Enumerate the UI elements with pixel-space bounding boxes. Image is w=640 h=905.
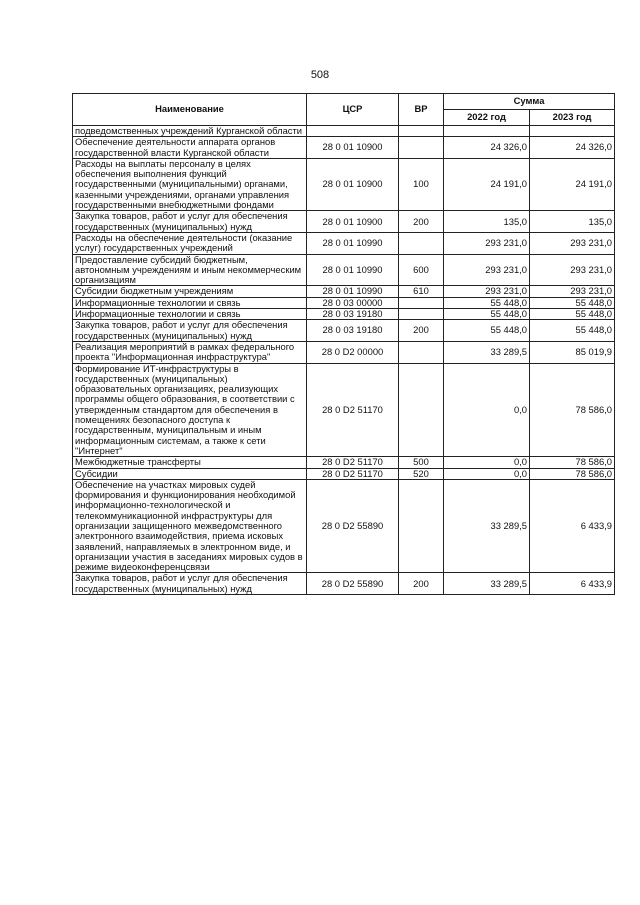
- row-vr: 500: [399, 457, 444, 468]
- table-row: [73, 232, 615, 254]
- row-csr: 28 0 D2 00000: [307, 341, 399, 363]
- row-amount-2023: 55 448,0: [530, 320, 615, 342]
- row-name: подведомственных учреждений Курганской области: [73, 126, 307, 137]
- row-name: Реализация мероприятий в рамках федерального проекта "Информационная инфраструктура": [73, 341, 307, 363]
- row-vr: [399, 126, 444, 137]
- row-vr: 200: [399, 320, 444, 342]
- row-name: Субсидии бюджетным учреждениям: [73, 286, 307, 297]
- row-amount-2022: 33 289,5: [444, 479, 530, 573]
- row-amount-2023: 135,0: [530, 211, 615, 233]
- row-csr: 28 0 01 10990: [307, 254, 399, 286]
- table-row: [73, 126, 615, 137]
- row-vr: 520: [399, 468, 444, 479]
- row-name: Предоставление субсидий бюджетным, автономным учреждениям и иным некоммерческим организациям: [73, 254, 307, 286]
- table-row: [73, 363, 615, 457]
- row-amount-2023: 78 586,0: [530, 363, 615, 457]
- row-amount-2022: 293 231,0: [444, 286, 530, 297]
- row-vr: [399, 341, 444, 363]
- row-name: Расходы на выплаты персоналу в целях обеспечения выполнения функций государственными (муниципальными) органами, казенными учреждениями, органами управления государственными внебюджетными фондами: [73, 158, 307, 210]
- row-vr: 100: [399, 158, 444, 210]
- table-row: [73, 158, 615, 210]
- row-amount-2023: 293 231,0: [530, 232, 615, 254]
- row-vr: [399, 232, 444, 254]
- table-row: [73, 479, 615, 573]
- table-row: [73, 137, 615, 159]
- row-vr: [399, 297, 444, 308]
- row-amount-2022: 55 448,0: [444, 320, 530, 342]
- row-csr: 28 0 01 10900: [307, 137, 399, 159]
- table-header: [73, 94, 615, 126]
- row-amount-2022: 55 448,0: [444, 309, 530, 320]
- row-csr: 28 0 01 10990: [307, 232, 399, 254]
- row-name: Информационные технологии и связь: [73, 309, 307, 320]
- header-vr: ВР: [399, 94, 444, 126]
- row-amount-2022: 33 289,5: [444, 341, 530, 363]
- page-number: 508: [310, 69, 330, 81]
- row-name: Формирование ИТ-инфраструктуры в государственных (муниципальных) образовательных организациях, реализующих программы общего образования, в соответствии с утвержденным стандартом для обеспечения в помещениях безопасного доступа к государственным, муниципальным и иным информационным системам, а также к сети "Интернет": [73, 363, 307, 457]
- row-csr: 28 0 01 10900: [307, 158, 399, 210]
- table-row: [73, 286, 615, 297]
- row-amount-2023: 6 433,9: [530, 573, 615, 595]
- table-row: [73, 573, 615, 595]
- row-amount-2022: 0,0: [444, 363, 530, 457]
- row-amount-2023: 6 433,9: [530, 479, 615, 573]
- table-row: [73, 297, 615, 308]
- header-year-2022: 2022 год: [444, 110, 530, 126]
- row-amount-2023: 55 448,0: [530, 297, 615, 308]
- header-name: Наименование: [73, 94, 307, 126]
- row-amount-2022: 293 231,0: [444, 232, 530, 254]
- row-amount-2022: 0,0: [444, 457, 530, 468]
- row-amount-2022: 135,0: [444, 211, 530, 233]
- row-amount-2023: 85 019,9: [530, 341, 615, 363]
- row-csr: 28 0 D2 55890: [307, 479, 399, 573]
- row-amount-2023: 293 231,0: [530, 254, 615, 286]
- row-csr: 28 0 01 10900: [307, 211, 399, 233]
- row-csr: 28 0 D2 51170: [307, 457, 399, 468]
- row-vr: 200: [399, 211, 444, 233]
- row-vr: 200: [399, 573, 444, 595]
- row-csr: 28 0 03 19180: [307, 309, 399, 320]
- row-vr: [399, 137, 444, 159]
- header-sum: Сумма: [444, 94, 615, 110]
- row-amount-2023: 293 231,0: [530, 286, 615, 297]
- row-amount-2023: 78 586,0: [530, 468, 615, 479]
- row-amount-2022: 293 231,0: [444, 254, 530, 286]
- row-vr: [399, 363, 444, 457]
- row-csr: 28 0 03 19180: [307, 320, 399, 342]
- row-amount-2023: 24 326,0: [530, 137, 615, 159]
- table-row: [73, 211, 615, 233]
- row-name: Информационные технологии и связь: [73, 297, 307, 308]
- table-row: [73, 320, 615, 342]
- row-amount-2023: 55 448,0: [530, 309, 615, 320]
- row-amount-2022: 24 326,0: [444, 137, 530, 159]
- row-name: Межбюджетные трансферты: [73, 457, 307, 468]
- row-name: Обеспечение на участках мировых судей формирования и функционирования необходимой информационно-технологической и телекоммуникационной инфраструктуры для организации защищенного межведомственного электронного взаимодействия, приема исковых заявлений, направляемых в электронном виде, и организации участия в заседаниях мировых судов в режиме видеоконференцсвязи: [73, 479, 307, 573]
- budget-table: [72, 93, 615, 595]
- row-amount-2022: 33 289,5: [444, 573, 530, 595]
- row-vr: 600: [399, 254, 444, 286]
- row-csr: 28 0 D2 51170: [307, 363, 399, 457]
- table-row: [73, 309, 615, 320]
- header-csr: ЦСР: [307, 94, 399, 126]
- table-body: [73, 126, 615, 595]
- header-year-2023: 2023 год: [530, 110, 615, 126]
- row-csr: 28 0 01 10990: [307, 286, 399, 297]
- row-csr: 28 0 D2 51170: [307, 468, 399, 479]
- row-amount-2023: [530, 126, 615, 137]
- row-csr: 28 0 D2 55890: [307, 573, 399, 595]
- row-name: Субсидии: [73, 468, 307, 479]
- row-name: Расходы на обеспечение деятельности (оказание услуг) государственных учреждений: [73, 232, 307, 254]
- row-amount-2022: 0,0: [444, 468, 530, 479]
- row-amount-2023: 78 586,0: [530, 457, 615, 468]
- row-amount-2022: 24 191,0: [444, 158, 530, 210]
- row-csr: 28 0 03 00000: [307, 297, 399, 308]
- table-row: [73, 341, 615, 363]
- row-name: Закупка товаров, работ и услуг для обеспечения государственных (муниципальных) нужд: [73, 573, 307, 595]
- row-amount-2022: 55 448,0: [444, 297, 530, 308]
- row-name: Закупка товаров, работ и услуг для обеспечения государственных (муниципальных) нужд: [73, 320, 307, 342]
- table-row: [73, 457, 615, 468]
- row-csr: [307, 126, 399, 137]
- row-vr: [399, 309, 444, 320]
- table-row: [73, 468, 615, 479]
- row-amount-2023: 24 191,0: [530, 158, 615, 210]
- row-vr: [399, 479, 444, 573]
- row-vr: 610: [399, 286, 444, 297]
- row-name: Закупка товаров, работ и услуг для обеспечения государственных (муниципальных) нужд: [73, 211, 307, 233]
- table-row: [73, 254, 615, 286]
- row-name: Обеспечение деятельности аппарата органов государственной власти Курганской области: [73, 137, 307, 159]
- row-amount-2022: [444, 126, 530, 137]
